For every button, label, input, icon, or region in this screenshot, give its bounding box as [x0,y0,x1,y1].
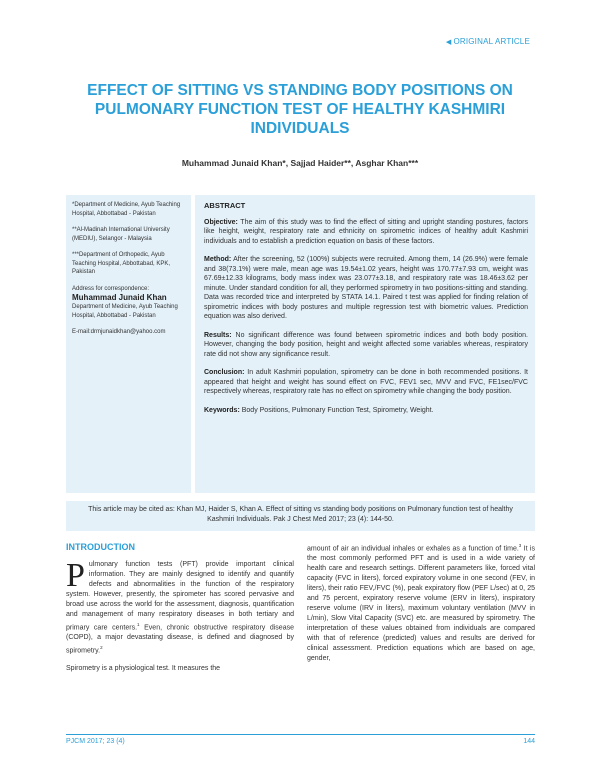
results-text: No significant difference was found between spirometric indices and both body position. However, changing the body position, height and weight affected some variables whereas, respiratory rate did not show any significance result. [204,331,528,358]
keywords-label: Keywords: [204,406,240,414]
page-footer [66,734,535,749]
affiliation-3: ***Department of Orthopedic, Ayub Teaching Hospital, Abbottabad, KPK, Pakistan [72,252,171,275]
journal-reference: PJCM 2017; 23 (4) [66,738,125,745]
intro-paragraph-3 [307,541,535,664]
affiliation-1: *Department of Medicine, Ayub Teaching Hospital, Abbottabad - Pakistan [72,202,181,217]
correspondence-label: Address for correspondence: [72,285,150,292]
affiliations-panel [66,195,191,493]
reference-marker[interactable]: 3 [518,543,522,548]
abstract-conclusion [204,368,528,397]
reference-marker[interactable]: 2 [100,645,103,651]
objective-label: Objective: [204,218,238,226]
abstract-panel [195,195,535,493]
intro-paragraph-1 [66,557,294,657]
results-label: Results: [204,331,232,339]
keywords-text: Body Positions, Pulmonary Function Test, Spirometry, Weight. [239,406,434,414]
right-p1-text: amount of air an individual inhales or exhales as a function of time. [307,545,519,553]
introduction-heading: INTRODUCTION [66,542,135,552]
conclusion-label: Conclusion: [204,369,245,376]
author-list: Muhammad Junaid Khan*, Sajjad Haider**, Asghar Khan*** [181,158,419,168]
correspondence-email[interactable]: E-mail:drmjunaidkhan@yahoo.com [72,329,166,335]
abstract-objective [204,218,528,247]
objective-text: The aim of this study was to find the effect of sitting and upright standing postures, factors like height, weight, respiratory rate and ethnicity on spirometric indices of healthy adult Kashmiri individuals and to establish a prediction equation on basis of these factors. [204,218,528,245]
body-column-right [307,541,535,664]
abstract-heading: ABSTRACT [204,201,246,210]
article-title: EFFECT OF SITTING VS STANDING BODY POSITIONS ON PULMONARY FUNCTION TEST OF HEALTHY KASHMIRI INDIVIDUALS [87,82,513,137]
citation-panel: This article may be cited as: Khan MJ, Haider S, Khan A. Effect of sitting vs standing body positions on Pulmonary function test of healthy Kashmiri Individuals. Pak J Chest Med 2017; 23 (4): 144-50. [66,501,535,531]
reference-marker[interactable]: 1 [137,622,140,627]
intro-p1b-text: Even, chronic obstructive respiratory disease (COPD), a major devastating disease, is defined and diagnosed by spirometry. [66,624,294,655]
drop-cap: P [66,557,85,594]
intro-p1-text: ulmonary function tests (PFT) provide important clinical information. They are mainly designed to identify and quantify defects and abnormalities in the function of the respiratory system. However, presently, the spirometer has scored pervasive and broad use across the world for the assessment, diagnosis, quantification and management of many respiratory diseases in both tertiary and primary care centers. [66,561,294,632]
conclusion-text: In adult Kashmiri population, spirometry can be done in both recommended positions. It appeared that height and weight has sound effect on FVC, FEV1 sec, MVV and FVC, FE1sec/FVC respectively whereas, respiratory rate has no effect on spirometry while changing the body position. [204,369,528,395]
affiliation-2: **Al-Madinah International University (MEDIU), Selangor - Malaysia [72,227,170,242]
intro-paragraph-2: Spirometry is a physiological test. It measures the [66,664,221,672]
body-column-left [66,541,294,681]
abstract-method [204,255,528,322]
page-number: 144 [523,738,535,745]
abstract-keywords [204,406,528,416]
method-label: Method: [204,256,232,263]
abstract-results [204,331,528,360]
triangle-left-icon: ◀ [445,39,452,46]
method-text: After the screening, 52 (100%) subjects were recruited. Among them, 14 (26.9%) were female and 38(73.1%) were male, mean age was 19.54±1.02 years, height was 170.77±7.93 cm, weight was 67.69±12.33 kilograms, body mass index was 23.077±3.18, and respiratory rate was 18.46±3.62 per minute. Under standard condition for all, they performed spirometry in two positions-sitting and standing. Data was recorded trice and interpreted by STATA 14.1. Paired t test was applied for finding relation of spirometric indices with body postures and multiple regression test with biometric values. Prediction equation was also derived. [204,256,528,320]
correspondence-address: Department of Medicine, Ayub Teaching Hospital, Abbottabad - Pakistan [72,304,178,319]
section-label [446,37,530,46]
section-label-text: ORIGINAL ARTICLE [453,37,530,46]
right-p2-text: It is the most commonly performed PFT and is used in a wide variety of health care and research settings. Different parameters like, forced vital capacity (FVC in liters), forced expiratory volume in one second (FEV, in liters), their ratio FEV,/FVC (%), peak expiratory flow (PEF L/sec) at 0, 25 and 75 percent, expiratory reserve volume (ERV in liters), inspiratory reserve volume (IRV in liters), maximum voluntary ventilation (MVV in L/min), Slow Vital Capacity (SVC) etc. are measured by spirometry. The interpretation of these values obtained from individuals are compared with that of reference (predicted) values and results are derived for clinical assessment. Prediction equations which are based on age, gender, [307,545,535,663]
correspondence-name: Muhammad Junaid Khan [72,293,167,302]
